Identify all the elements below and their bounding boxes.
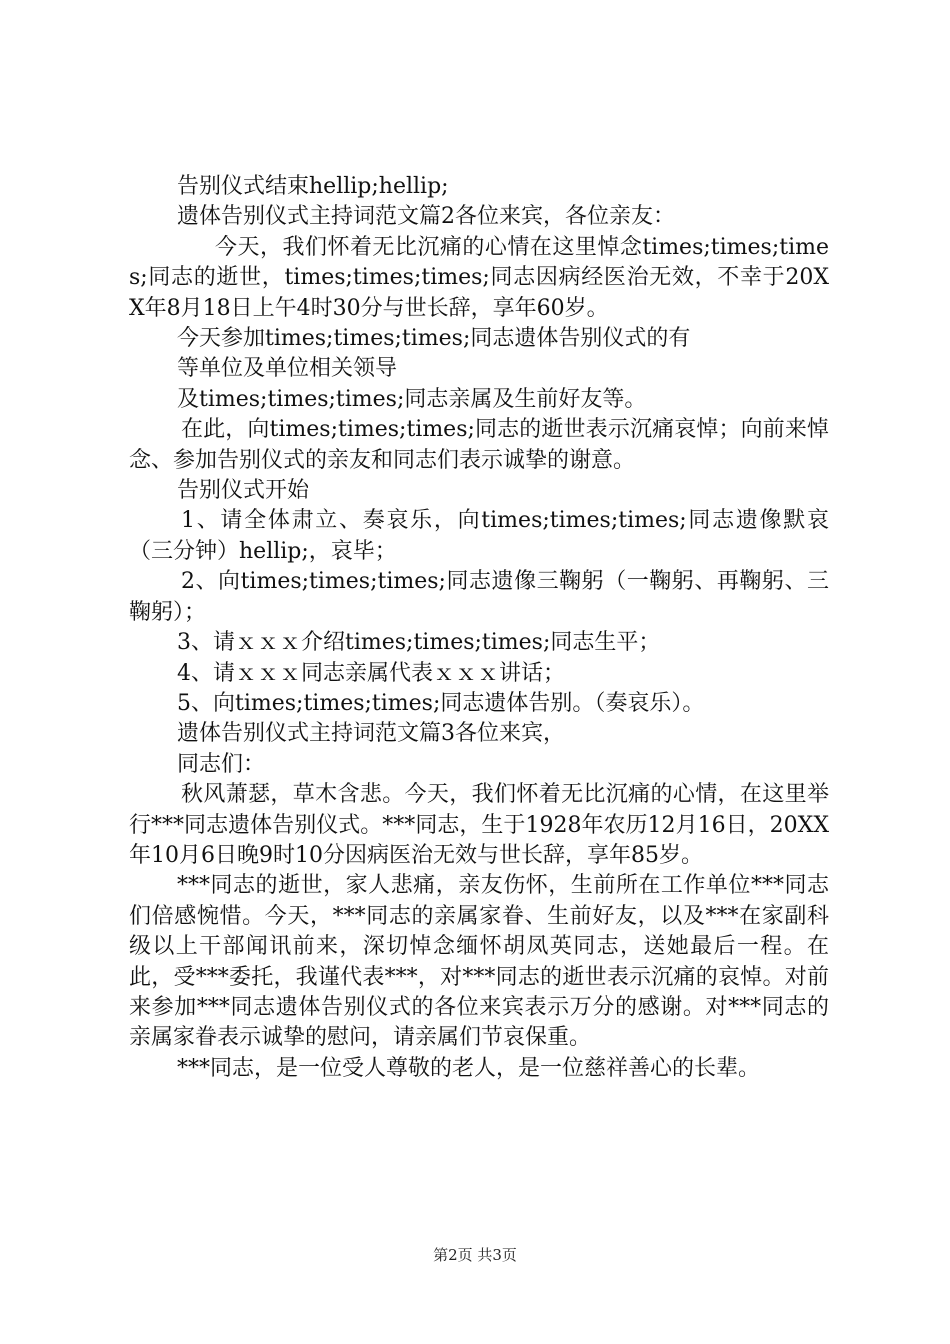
paragraph-speech-3-salutation: 同志们： xyxy=(177,751,266,777)
paragraph-step-5: 5、向times;times;times;同志遗体告别。（奏哀乐）。 xyxy=(177,690,705,716)
paragraph-speech-2-title: 遗体告别仪式主持词范文篇2各位来宾，各位亲友： xyxy=(177,204,675,230)
paragraph-attendee-family: 及times;times;times;同志亲属及生前好友等。 xyxy=(177,386,647,412)
paragraph-step-1: 1、请全体肃立、奏哀乐，向times;times;times;同志遗像默哀（三分钟）hellip;，哀毕； xyxy=(129,508,829,564)
paragraph-attendee-units: 等单位及单位相关领导 xyxy=(177,356,398,382)
paragraph-condolence: 在此，向times;times;times;同志的逝世表示沉痛哀悼；向前来悼念、参加告别仪式的亲友和同志们表示诚挚的谢意。 xyxy=(129,417,829,473)
paragraph-speech-3-tribute: ***同志，是一位受人尊敬的老人，是一位慈祥善心的长辈。 xyxy=(177,1055,761,1081)
paragraph-attendees-intro: 今天参加times;times;times;同志遗体告别仪式的有 xyxy=(177,326,691,352)
paragraph-speech-3-mourning: ***同志的逝世，家人悲痛，亲友伤怀，生前所在工作单位***同志们倍感惋惜。今天，***同志的亲属家眷、生前好友，以及***在家副科级以上干部闻讯前来，深切悼念缅怀胡凤英同志，送她最后一程。在此，受***委托，我谨代表***，对***同志的逝世表示沉痛的哀悼。对前来参加***同志遗体告别仪式的各位来宾表示万分的感谢。对***同志的亲属家眷表示诚挚的慰问，请亲属们节哀保重。 xyxy=(129,873,829,1051)
page-number-footer: 第2页 共3页 xyxy=(433,1246,517,1264)
paragraph-ceremony-start: 告别仪式开始 xyxy=(177,478,310,504)
paragraph-step-3: 3、请ｘｘｘ介绍times;times;times;同志生平； xyxy=(177,630,661,656)
document-body xyxy=(129,172,829,1084)
paragraph-step-2: 2、向times;times;times;同志遗像三鞠躬（一鞠躬、再鞠躬、三鞠躬）； xyxy=(129,569,829,625)
paragraph-ceremony-end: 告别仪式结束hellip;hellip; xyxy=(177,174,449,199)
paragraph-speech-2-opening: 今天，我们怀着无比沉痛的心情在这里悼念times;times;times;同志的逝世，times;times;times;同志因病经医治无效，不幸于20XX年8月18日上午4时30分与世长辞，享年60岁。 xyxy=(129,234,829,321)
paragraph-speech-3-title: 遗体告别仪式主持词范文篇3各位来宾， xyxy=(177,721,565,747)
paragraph-speech-3-opening: 秋风萧瑟，草木含悲。今天，我们怀着无比沉痛的心情，在这里举行***同志遗体告别仪式。***同志，生于1928年农历12月16日，20XX年10月6日晚9时10分因病医治无效与世长辞，享年85岁。 xyxy=(129,782,829,868)
paragraph-step-4: 4、请ｘｘｘ同志亲属代表ｘｘｘ讲话； xyxy=(177,660,565,686)
